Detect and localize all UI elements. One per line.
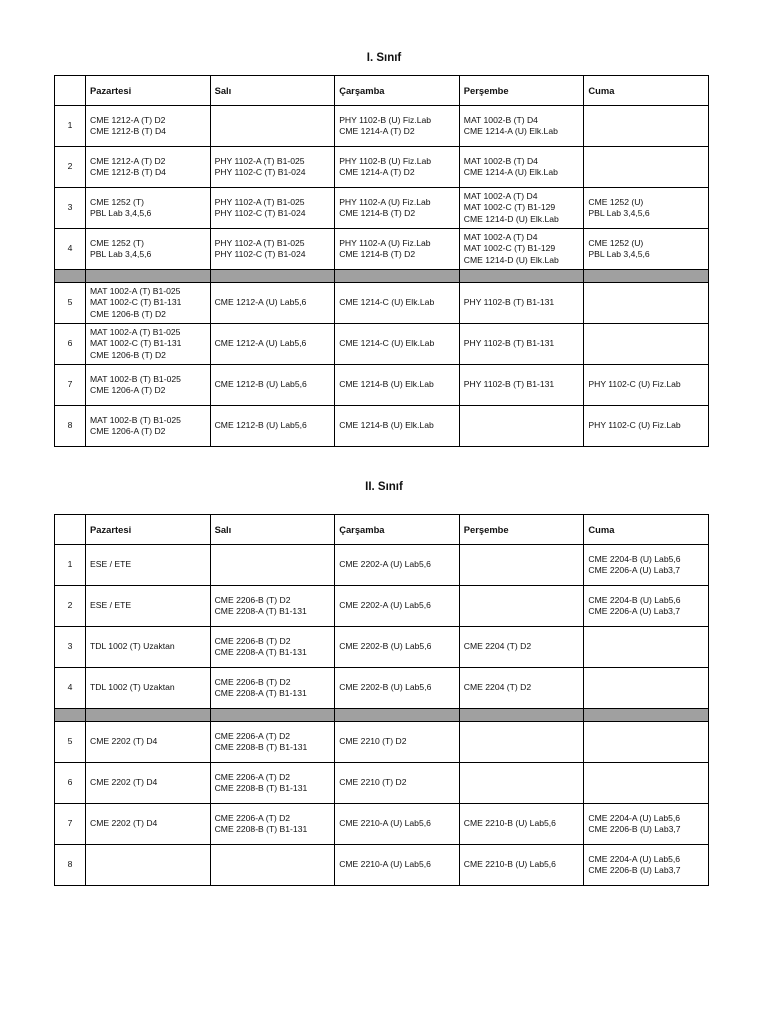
schedule-cell <box>86 365 211 406</box>
day-header-4: Perşembe <box>459 76 584 106</box>
schedule-cell <box>335 804 460 845</box>
schedule-cell <box>86 147 211 188</box>
course-entry: CME 2206-A (T) D2 <box>214 812 291 823</box>
course-entry: CME 2206-B (U) Lab3,7 <box>588 865 681 875</box>
period-row <box>55 668 709 709</box>
period-row <box>55 545 709 586</box>
schedule-cell <box>86 586 211 627</box>
schedule-cell <box>335 586 460 627</box>
course-entry: PBL Lab 3,4,5,6 <box>588 208 650 218</box>
course-entry: CME 1214-A (U) Elk.Lab <box>463 126 558 136</box>
schedule-cell <box>210 586 335 627</box>
course-entry: CME 1214-B (T) D2 <box>339 249 416 259</box>
course-entry: PHY 1102-C (U) Fiz.Lab <box>588 379 681 390</box>
period-row <box>55 283 709 324</box>
period-number: 4 <box>55 668 86 709</box>
separator-cell <box>86 709 211 722</box>
schedule-cell <box>335 229 460 270</box>
schedule-cell <box>86 763 211 804</box>
course-entry: CME 2210-B (U) Lab5,6 <box>463 818 556 829</box>
schedule-cell <box>210 406 335 447</box>
course-entry: CME 1206-A (T) D2 <box>90 426 166 436</box>
schedule-table-class-2 <box>54 514 709 886</box>
schedule-cell <box>210 283 335 324</box>
schedule-cell <box>459 845 584 886</box>
course-entry: TDL 1002 (T) Uzaktan <box>90 682 175 693</box>
course-entry: CME 2208-B (T) B1-131 <box>214 742 308 752</box>
course-entry: MAT 1002-A (T) B1-025 <box>90 326 181 337</box>
schedule-cell <box>210 845 335 886</box>
course-entry: CME 2208-B (T) B1-131 <box>214 824 308 834</box>
course-entry: PHY 1102-A (U) Fiz.Lab <box>339 196 431 207</box>
course-entry: CME 2206-B (T) D2 <box>214 676 291 687</box>
course-entry: PHY 1102-C (T) B1-024 <box>214 249 306 259</box>
schedule-cell <box>335 406 460 447</box>
course-entry: CME 1214-B (T) D2 <box>339 208 416 218</box>
period-row <box>55 804 709 845</box>
day-header-2: Salı <box>210 515 335 545</box>
course-entry: MAT 1002-C (T) B1-129 <box>463 202 556 213</box>
separator-cell <box>335 709 460 722</box>
course-entry: MAT 1002-C (T) B1-131 <box>90 297 182 308</box>
schedule-cell <box>584 229 709 270</box>
separator-cell <box>459 709 584 722</box>
schedule-cell <box>210 324 335 365</box>
period-number: 6 <box>55 763 86 804</box>
course-entry: CME 2202-B (U) Lab5,6 <box>339 682 432 693</box>
schedule-cell <box>584 283 709 324</box>
course-entry: MAT 1002-B (T) D4 <box>463 114 538 125</box>
course-entry: CME 1212-B (U) Lab5,6 <box>214 379 307 390</box>
course-entry: MAT 1002-A (T) D4 <box>463 231 538 242</box>
schedule-cell <box>584 106 709 147</box>
course-entry: CME 2204-B (U) Lab5,6 <box>588 553 681 564</box>
course-entry: CME 2204 (T) D2 <box>463 682 532 693</box>
course-entry: CME 1206-A (T) D2 <box>90 385 166 395</box>
course-entry: CME 1206-B (T) D2 <box>90 349 166 360</box>
course-entry: CME 2202-B (U) Lab5,6 <box>339 641 432 652</box>
schedule-cell <box>86 229 211 270</box>
header-row <box>55 76 709 106</box>
course-entry: PHY 1102-A (T) B1-025 <box>214 196 305 207</box>
schedule-cell <box>584 845 709 886</box>
schedule-cell <box>86 106 211 147</box>
course-entry: CME 2206-A (T) D2 <box>214 730 291 741</box>
schedule-cell <box>335 324 460 365</box>
schedule-cell <box>459 406 584 447</box>
schedule-cell <box>584 668 709 709</box>
course-entry: CME 2210-A (U) Lab5,6 <box>339 859 431 870</box>
schedule-cell <box>584 147 709 188</box>
course-entry: ESE / ETE <box>90 600 132 611</box>
course-entry: CME 2210-B (U) Lab5,6 <box>463 859 556 870</box>
course-entry: PHY 1102-B (T) B1-131 <box>463 297 555 308</box>
schedule-cell <box>210 668 335 709</box>
period-number: 6 <box>55 324 86 365</box>
schedule-cell <box>584 763 709 804</box>
schedule-cell <box>86 324 211 365</box>
schedule-cell <box>459 229 584 270</box>
course-entry: PBL Lab 3,4,5,6 <box>588 249 650 259</box>
course-entry: CME 2204-A (U) Lab5,6 <box>588 853 681 864</box>
break-separator-row <box>55 270 709 283</box>
course-entry: CME 2206-A (T) D2 <box>214 771 291 782</box>
schedule-cell <box>335 188 460 229</box>
header-corner-cell <box>55 76 86 106</box>
schedule-cell <box>459 147 584 188</box>
period-number: 7 <box>55 804 86 845</box>
period-row <box>55 406 709 447</box>
section-title-class-2: II. Sınıf <box>365 481 403 493</box>
course-entry: CME 1252 (T) <box>90 196 144 207</box>
schedule-cell <box>335 722 460 763</box>
schedule-cell <box>210 545 335 586</box>
course-entry: CME 1214-C (U) Elk.Lab <box>339 338 435 349</box>
period-row <box>55 763 709 804</box>
separator-cell <box>210 709 335 722</box>
period-number: 1 <box>55 545 86 586</box>
course-entry: TDL 1002 (T) Uzaktan <box>90 641 175 652</box>
schedule-cell <box>584 722 709 763</box>
course-entry: CME 2206-A (U) Lab3,7 <box>588 565 681 575</box>
day-header-1: Pazartesi <box>86 76 211 106</box>
period-row <box>55 229 709 270</box>
day-header-5: Cuma <box>584 515 709 545</box>
period-number: 1 <box>55 106 86 147</box>
period-number: 5 <box>55 283 86 324</box>
course-entry: CME 2204-B (U) Lab5,6 <box>588 594 681 605</box>
course-entry: CME 2202-A (U) Lab5,6 <box>339 559 431 570</box>
course-entry: CME 1214-A (T) D2 <box>339 126 415 136</box>
day-header-5: Cuma <box>584 76 709 106</box>
period-number: 3 <box>55 188 86 229</box>
course-entry: CME 1212-A (U) Lab5,6 <box>214 297 307 308</box>
course-entry: CME 1212-A (T) D2 <box>90 155 166 166</box>
course-entry: PHY 1102-C (U) Fiz.Lab <box>588 420 681 431</box>
period-number: 3 <box>55 627 86 668</box>
schedule-cell <box>210 229 335 270</box>
course-entry: MAT 1002-A (T) B1-025 <box>90 285 181 296</box>
course-entry: CME 2206-A (U) Lab3,7 <box>588 606 681 616</box>
course-entry: CME 1214-B (U) Elk.Lab <box>339 420 434 431</box>
break-separator-row <box>55 709 709 722</box>
course-entry: MAT 1002-C (T) B1-129 <box>463 243 556 254</box>
course-entry: CME 1252 (U) <box>588 196 644 207</box>
course-entry: CME 2208-A (T) B1-131 <box>214 688 307 698</box>
period-row <box>55 106 709 147</box>
schedule-cell <box>459 586 584 627</box>
period-row <box>55 147 709 188</box>
course-entry: PBL Lab 3,4,5,6 <box>90 249 152 259</box>
schedule-cell <box>210 365 335 406</box>
schedule-table-class-1 <box>54 75 709 447</box>
course-entry: CME 2208-B (T) B1-131 <box>214 783 308 793</box>
separator-cell <box>335 270 460 283</box>
schedule-cell <box>584 188 709 229</box>
schedule-cell <box>210 722 335 763</box>
separator-cell <box>459 270 584 283</box>
course-entry: PHY 1102-A (U) Fiz.Lab <box>339 237 431 248</box>
separator-cell <box>55 709 86 722</box>
header-row <box>55 515 709 545</box>
schedule-cell <box>86 845 211 886</box>
course-entry: PHY 1102-B (T) B1-131 <box>463 338 555 349</box>
schedule-cell <box>86 722 211 763</box>
header-corner-cell <box>55 515 86 545</box>
course-entry: PHY 1102-A (T) B1-025 <box>214 237 305 248</box>
period-row <box>55 722 709 763</box>
course-entry: PHY 1102-C (T) B1-024 <box>214 208 306 218</box>
course-entry: CME 2204-A (U) Lab5,6 <box>588 812 681 823</box>
schedule-cell <box>584 627 709 668</box>
course-entry: CME 2202-A (U) Lab5,6 <box>339 600 431 611</box>
course-entry: CME 2202 (T) D4 <box>90 777 158 788</box>
schedule-cell <box>335 365 460 406</box>
schedule-cell <box>335 147 460 188</box>
period-number: 7 <box>55 365 86 406</box>
day-header-1: Pazartesi <box>86 515 211 545</box>
course-entry: PHY 1102-B (U) Fiz.Lab <box>339 114 432 125</box>
schedule-cell <box>459 668 584 709</box>
schedule-cell <box>335 106 460 147</box>
schedule-cell <box>584 365 709 406</box>
section-title-class-1: I. Sınıf <box>366 52 402 64</box>
period-number: 5 <box>55 722 86 763</box>
schedule-cell <box>335 627 460 668</box>
schedule-cell <box>335 845 460 886</box>
course-entry: CME 1214-A (U) Elk.Lab <box>463 167 558 177</box>
schedule-cell <box>335 763 460 804</box>
period-row <box>55 188 709 229</box>
course-entry: MAT 1002-B (T) B1-025 <box>90 373 181 384</box>
course-entry: PHY 1102-B (U) Fiz.Lab <box>339 155 432 166</box>
course-entry: CME 1252 (T) <box>90 237 144 248</box>
period-row <box>55 324 709 365</box>
schedule-cell <box>459 106 584 147</box>
day-header-2: Salı <box>210 76 335 106</box>
schedule-cell <box>335 545 460 586</box>
course-entry: PBL Lab 3,4,5,6 <box>90 208 152 218</box>
course-entry: CME 2206-B (T) D2 <box>214 635 291 646</box>
schedule-cell <box>335 668 460 709</box>
schedule-cell <box>335 283 460 324</box>
schedule-cell <box>584 324 709 365</box>
schedule-cell <box>86 545 211 586</box>
schedule-cell <box>459 188 584 229</box>
schedule-cell <box>86 188 211 229</box>
separator-cell <box>584 709 709 722</box>
course-entry: CME 2204 (T) D2 <box>463 641 532 652</box>
period-number: 2 <box>55 586 86 627</box>
course-entry: ESE / ETE <box>90 559 132 570</box>
course-entry: CME 1212-A (U) Lab5,6 <box>214 338 307 349</box>
course-entry: MAT 1002-C (T) B1-131 <box>90 338 182 349</box>
schedule-cell <box>459 545 584 586</box>
schedule-cell <box>584 545 709 586</box>
separator-cell <box>86 270 211 283</box>
course-entry: CME 1214-D (U) Elk.Lab <box>463 254 559 265</box>
schedule-cell <box>210 188 335 229</box>
course-entry: PHY 1102-A (T) B1-025 <box>214 155 305 166</box>
schedule-cell <box>210 106 335 147</box>
schedule-cell <box>459 763 584 804</box>
course-entry: CME 2206-B (U) Lab3,7 <box>588 824 681 834</box>
course-entry: PHY 1102-B (T) B1-131 <box>463 379 555 390</box>
period-row <box>55 365 709 406</box>
period-row <box>55 586 709 627</box>
schedule-cell <box>210 627 335 668</box>
period-number: 8 <box>55 845 86 886</box>
schedule-cell <box>584 406 709 447</box>
course-entry: CME 1214-D (U) Elk.Lab <box>463 213 559 224</box>
schedule-cell <box>86 804 211 845</box>
course-entry: CME 1212-A (T) D2 <box>90 114 166 125</box>
course-entry: CME 1212-B (U) Lab5,6 <box>214 420 307 431</box>
course-entry: CME 2208-A (T) B1-131 <box>214 647 307 657</box>
schedule-cell <box>459 804 584 845</box>
course-entry: CME 1212-B (T) D4 <box>90 126 166 136</box>
schedule-cell <box>86 283 211 324</box>
schedule-cell <box>459 283 584 324</box>
schedule-cell <box>584 804 709 845</box>
course-entry: CME 2208-A (T) B1-131 <box>214 606 307 616</box>
course-entry: CME 2210 (T) D2 <box>339 736 407 747</box>
schedule-cell <box>459 324 584 365</box>
course-entry: CME 2210 (T) D2 <box>339 777 407 788</box>
separator-cell <box>584 270 709 283</box>
schedule-cell <box>86 406 211 447</box>
course-entry: CME 2202 (T) D4 <box>90 736 158 747</box>
schedule-cell <box>210 804 335 845</box>
schedule-cell <box>459 627 584 668</box>
course-entry: MAT 1002-B (T) D4 <box>463 155 538 166</box>
schedule-cell <box>210 763 335 804</box>
schedule-cell <box>459 365 584 406</box>
course-entry: CME 1214-A (T) D2 <box>339 167 415 177</box>
course-entry: CME 1212-B (T) D4 <box>90 167 166 177</box>
course-entry: MAT 1002-B (T) B1-025 <box>90 414 181 425</box>
course-entry: CME 2206-B (T) D2 <box>214 594 291 605</box>
schedule-cell <box>86 627 211 668</box>
course-entry: CME 1214-B (U) Elk.Lab <box>339 379 434 390</box>
course-entry: CME 2210-A (U) Lab5,6 <box>339 818 431 829</box>
day-header-3: Çarşamba <box>335 76 460 106</box>
schedule-cell <box>459 722 584 763</box>
course-entry: PHY 1102-C (T) B1-024 <box>214 167 306 177</box>
course-entry: CME 1252 (U) <box>588 237 644 248</box>
separator-cell <box>55 270 86 283</box>
schedule-cell <box>86 668 211 709</box>
period-number: 8 <box>55 406 86 447</box>
separator-cell <box>210 270 335 283</box>
day-header-4: Perşembe <box>459 515 584 545</box>
period-row <box>55 845 709 886</box>
course-entry: CME 1214-C (U) Elk.Lab <box>339 297 435 308</box>
day-header-3: Çarşamba <box>335 515 460 545</box>
course-entry: CME 1206-B (T) D2 <box>90 308 166 319</box>
course-entry: CME 2202 (T) D4 <box>90 818 158 829</box>
schedule-cell <box>584 586 709 627</box>
period-row <box>55 627 709 668</box>
period-number: 4 <box>55 229 86 270</box>
course-entry: MAT 1002-A (T) D4 <box>463 190 538 201</box>
period-number: 2 <box>55 147 86 188</box>
schedule-cell <box>210 147 335 188</box>
